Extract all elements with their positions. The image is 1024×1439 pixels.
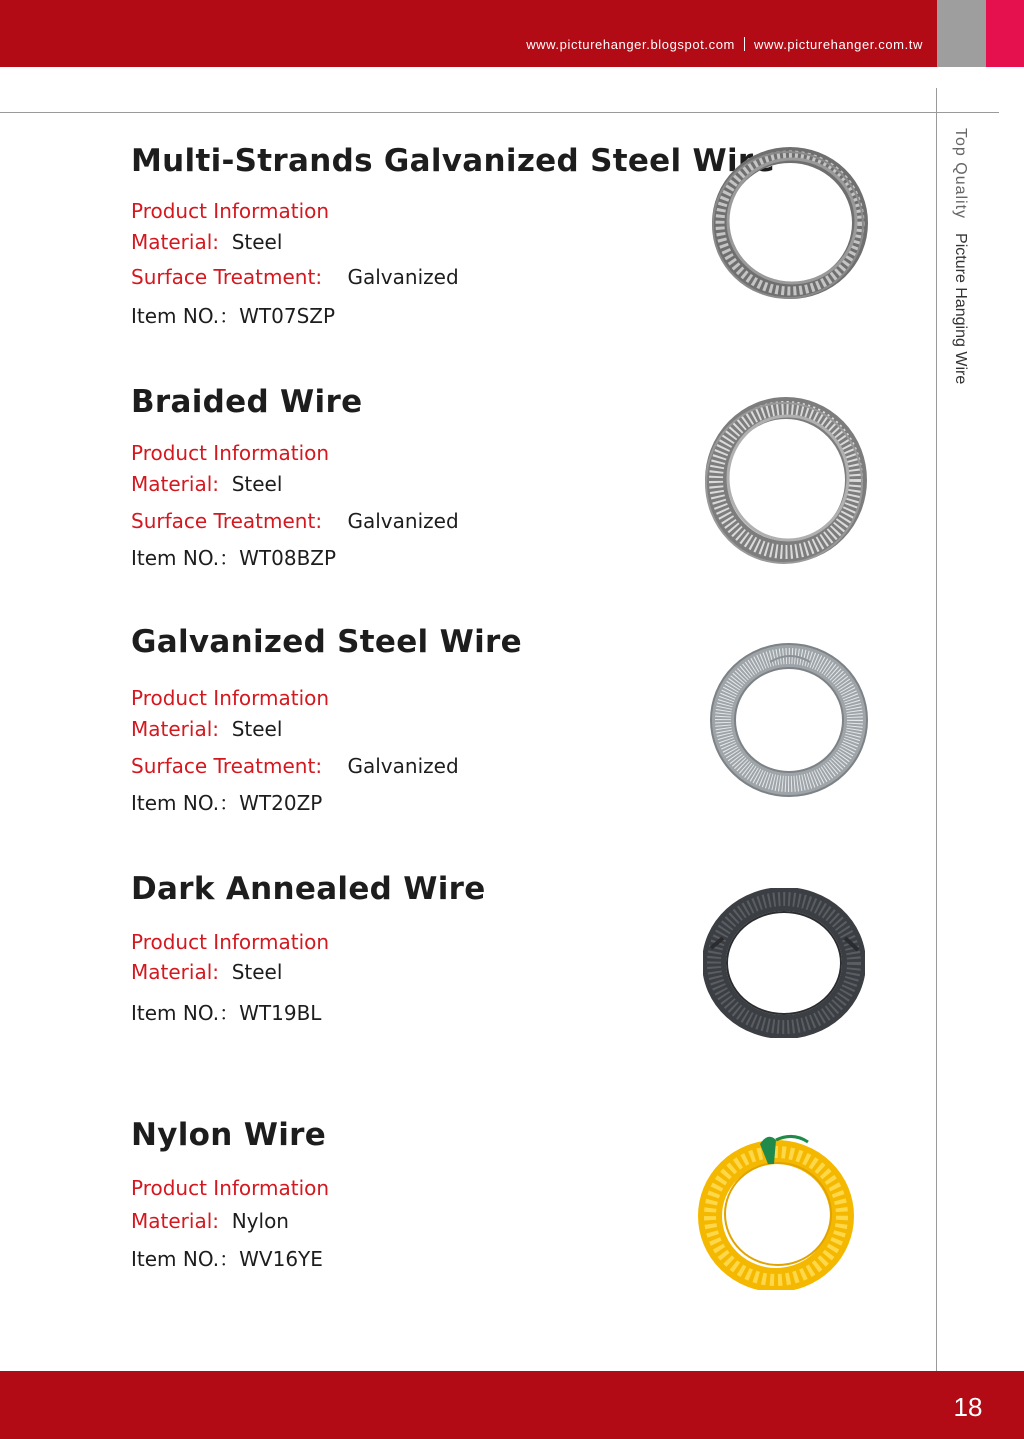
material-label: Material: [131, 472, 219, 496]
header-bar [0, 0, 937, 67]
product-info-label: Product Information [131, 930, 330, 954]
item-label: Item NO.： [131, 304, 240, 328]
surface-row [131, 509, 459, 533]
sidebar-vertical-text [951, 128, 969, 384]
silver-twisted-wire-coil [710, 145, 870, 300]
product-title: Nylon Wire [131, 1117, 327, 1153]
product-info-label: Product Information [131, 199, 330, 223]
product-title: Multi-Strands Galvanized Steel Wire [131, 143, 775, 179]
blog-link[interactable]: www.picturehanger.blogspot.com [526, 37, 735, 52]
product-galvanized [131, 624, 731, 824]
product-nylon [131, 1117, 731, 1287]
product-dark-annealed [131, 871, 731, 1041]
material-row [131, 230, 282, 254]
item-label: Item NO.： [131, 791, 240, 815]
material-value: Steel [231, 717, 283, 741]
product-info-label: Product Information [131, 441, 330, 465]
item-label: Item NO.： [131, 1247, 240, 1271]
item-row [131, 997, 321, 1026]
material-label: Material: [131, 717, 219, 741]
galvanized-wire-coil [710, 642, 868, 797]
surface-value: Galvanized [347, 509, 459, 533]
item-value: WT20ZP [239, 791, 323, 815]
material-label: Material: [131, 960, 219, 984]
surface-label: Surface Treatment: [131, 265, 323, 289]
product-title: Dark Annealed Wire [131, 871, 486, 907]
item-value: WT08BZP [239, 546, 337, 570]
material-row [131, 1209, 289, 1233]
website-link[interactable]: www.picturehanger.com.tw [753, 37, 923, 52]
sidebar-category: Picture Hanging Wire [952, 233, 969, 385]
item-row [131, 542, 336, 571]
material-value: Nylon [231, 1209, 289, 1233]
surface-label: Surface Treatment: [131, 754, 323, 778]
surface-row [131, 754, 459, 778]
item-label: Item NO.： [131, 546, 240, 570]
surface-label: Surface Treatment: [131, 509, 323, 533]
product-info-label: Product Information [131, 686, 330, 710]
yellow-nylon-wire-coil [698, 1130, 858, 1290]
material-value: Steel [231, 472, 283, 496]
surface-value: Galvanized [347, 265, 459, 289]
product-multi-strands [131, 143, 775, 343]
link-divider [744, 37, 745, 51]
material-label: Material: [131, 1209, 219, 1233]
item-row [131, 300, 335, 329]
material-row [131, 472, 282, 496]
item-value: WT07SZP [239, 304, 336, 328]
material-value: Steel [231, 960, 283, 984]
material-row [131, 960, 282, 984]
product-braided [131, 384, 731, 584]
material-value: Steel [231, 230, 283, 254]
product-title: Galvanized Steel Wire [131, 624, 522, 660]
item-value: WT19BL [239, 1001, 322, 1025]
page-number: 18 [953, 1392, 983, 1422]
header-links [526, 37, 923, 52]
item-value: WV16YE [239, 1247, 323, 1271]
sidebar-rule [936, 88, 937, 1439]
braided-wire-coil [703, 393, 868, 568]
header-pink-accent [986, 0, 1024, 67]
item-row [131, 1243, 323, 1272]
sidebar-quality: Top Quality [952, 128, 969, 220]
surface-value: Galvanized [347, 754, 459, 778]
surface-row [131, 265, 459, 289]
header-rule [0, 112, 999, 113]
footer-bar [0, 1371, 937, 1439]
header-gray-accent [937, 0, 986, 67]
material-row [131, 717, 282, 741]
material-label: Material: [131, 230, 219, 254]
item-label: Item NO.： [131, 1001, 240, 1025]
product-title: Braided Wire [131, 384, 363, 420]
product-info-label: Product Information [131, 1176, 330, 1200]
item-row [131, 787, 322, 816]
dark-annealed-wire-coil [703, 888, 865, 1038]
